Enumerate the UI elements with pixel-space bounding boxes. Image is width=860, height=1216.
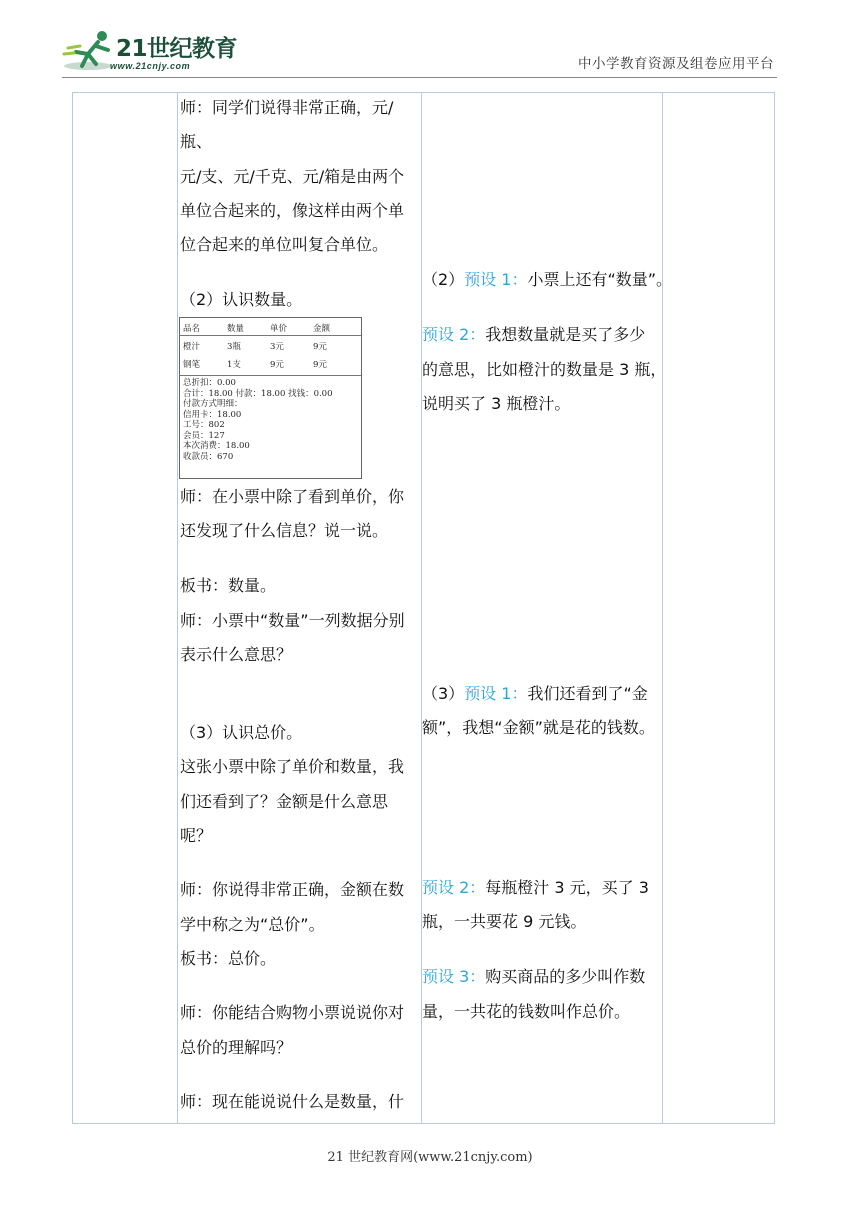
teacher-text: 位合起来的单位叫复合单位。 [180,235,389,254]
preset-tag: 预设 1： [464,270,528,289]
teacher-text: 师：小票中“数量”一列数据分别 [180,611,405,630]
receipt-footer-line: 总折扣：0.00 [183,378,236,388]
receipt-cell: 1支 [227,360,241,370]
receipt-header-cell: 单价 [270,324,288,334]
receipt-footer-line: 合计：18.00 付款：18.00 找钱：0.00 [183,388,333,399]
teacher-text: 元/支、元/千克、元/箱是由两个 [180,167,405,186]
section-heading: （3）认识总价。 [180,723,303,742]
student-answer [422,871,649,905]
table-col-divider [662,92,663,1124]
header-rule [62,77,777,78]
student-answer [422,263,672,297]
student-answer: 说明买了 3 瓶橙汁。 [422,394,571,413]
page-footer: 21 世纪教育网(www.21cnjy.com) [327,1150,533,1165]
preset-tag: 预设 2： [422,878,486,897]
section-heading: （2）认识数量。 [180,290,303,309]
answer-text: 每瓶橙汁 3 元，买了 3 [485,878,649,897]
student-answer: 瓶，一共要花 9 元钱。 [422,912,587,931]
teacher-text: 呢？ [180,826,213,845]
receipt-cell: 9元 [270,360,284,370]
answer-text: 我们还看到了“金 [527,684,648,703]
receipt-footer-line: 工号：802 [183,420,225,430]
teacher-text: 这张小票中除了单价和数量，我 [180,757,405,776]
receipt-footer-line: 信用卡：18.00 [183,409,242,420]
teacher-text: 师：同学们说得非常正确，元/ [180,98,394,117]
receipt-footer-line: 收款员：670 [183,451,234,462]
student-answer [422,960,645,994]
receipt-row [180,355,361,373]
answer-prefix: （2） [422,270,465,289]
student-answer: 的意思，比如橙汁的数量是 3 瓶， [422,360,667,379]
receipt-cell: 钢笔 [183,360,201,370]
receipt-cell: 3瓶 [227,342,241,352]
answer-text: 我想数量就是买了多少 [485,325,646,344]
student-answer: 额”，我想“金额”就是花的钱数。 [422,718,655,737]
receipt-header-cell: 数量 [227,324,245,334]
receipt-footer [183,378,333,462]
teacher-text: 表示什么意思？ [180,645,293,664]
student-answer [422,318,645,352]
receipt-cell: 9元 [313,342,327,352]
preset-tag: 预设 3： [422,967,486,986]
teacher-text: 们还看到了？金额是什么意思 [180,792,389,811]
page-header [0,0,860,90]
preset-tag: 预设 1： [464,684,528,703]
answer-prefix: （3） [422,684,465,703]
teacher-text: 师：在小票中除了看到单价，你 [180,487,405,506]
preset-tag: 预设 2： [422,325,486,344]
logo-url: www.21cnjy.com [110,61,191,71]
receipt-header-cell: 金额 [313,324,331,334]
table-border-left [72,92,73,1124]
table-border-bottom [72,1123,775,1124]
receipt-cell: 3元 [270,342,284,352]
receipt-footer-line: 付款方式明细： [183,399,243,409]
board-note: 板书：总价。 [180,949,277,968]
student-answer [422,677,648,711]
platform-title: 中小学教育资源及组卷应用平台 [578,56,774,72]
logo-text: 21世纪教育 [116,36,238,62]
receipt-footer-line: 会员：127 [183,430,225,441]
teacher-text: 师：你说得非常正确，金额在数 [180,880,405,899]
teacher-text: 还发现了什么信息？说一说。 [180,521,389,540]
table-col-divider [177,92,178,1124]
table-border-right [774,92,775,1124]
student-answer: 量，一共花的钱数叫作总价。 [422,1002,631,1021]
receipt-footer-line: 本次消费：18.00 [183,441,250,451]
teacher-text: 师：你能结合购物小票说说你对 [180,1003,405,1022]
answer-text: 购买商品的多少叫作数 [485,967,646,986]
board-note: 板书：数量。 [180,576,277,595]
answer-text: 小票上还有“数量”。 [527,270,673,289]
teacher-text: 学中称之为“总价”。 [180,915,325,934]
receipt-cell: 橙汁 [183,342,201,352]
receipt-cell: 9元 [313,360,327,370]
teacher-text: 瓶、 [180,132,213,151]
shopping-receipt-image [179,317,362,479]
receipt-row [180,337,361,355]
receipt-header-cell: 品名 [183,324,201,334]
table-border-top [72,92,775,93]
teacher-text: 单位合起来的，像这样由两个单 [180,201,405,220]
teacher-text: 师：现在能说说什么是数量，什 [180,1092,405,1111]
teacher-text: 总价的理解吗？ [180,1038,293,1057]
